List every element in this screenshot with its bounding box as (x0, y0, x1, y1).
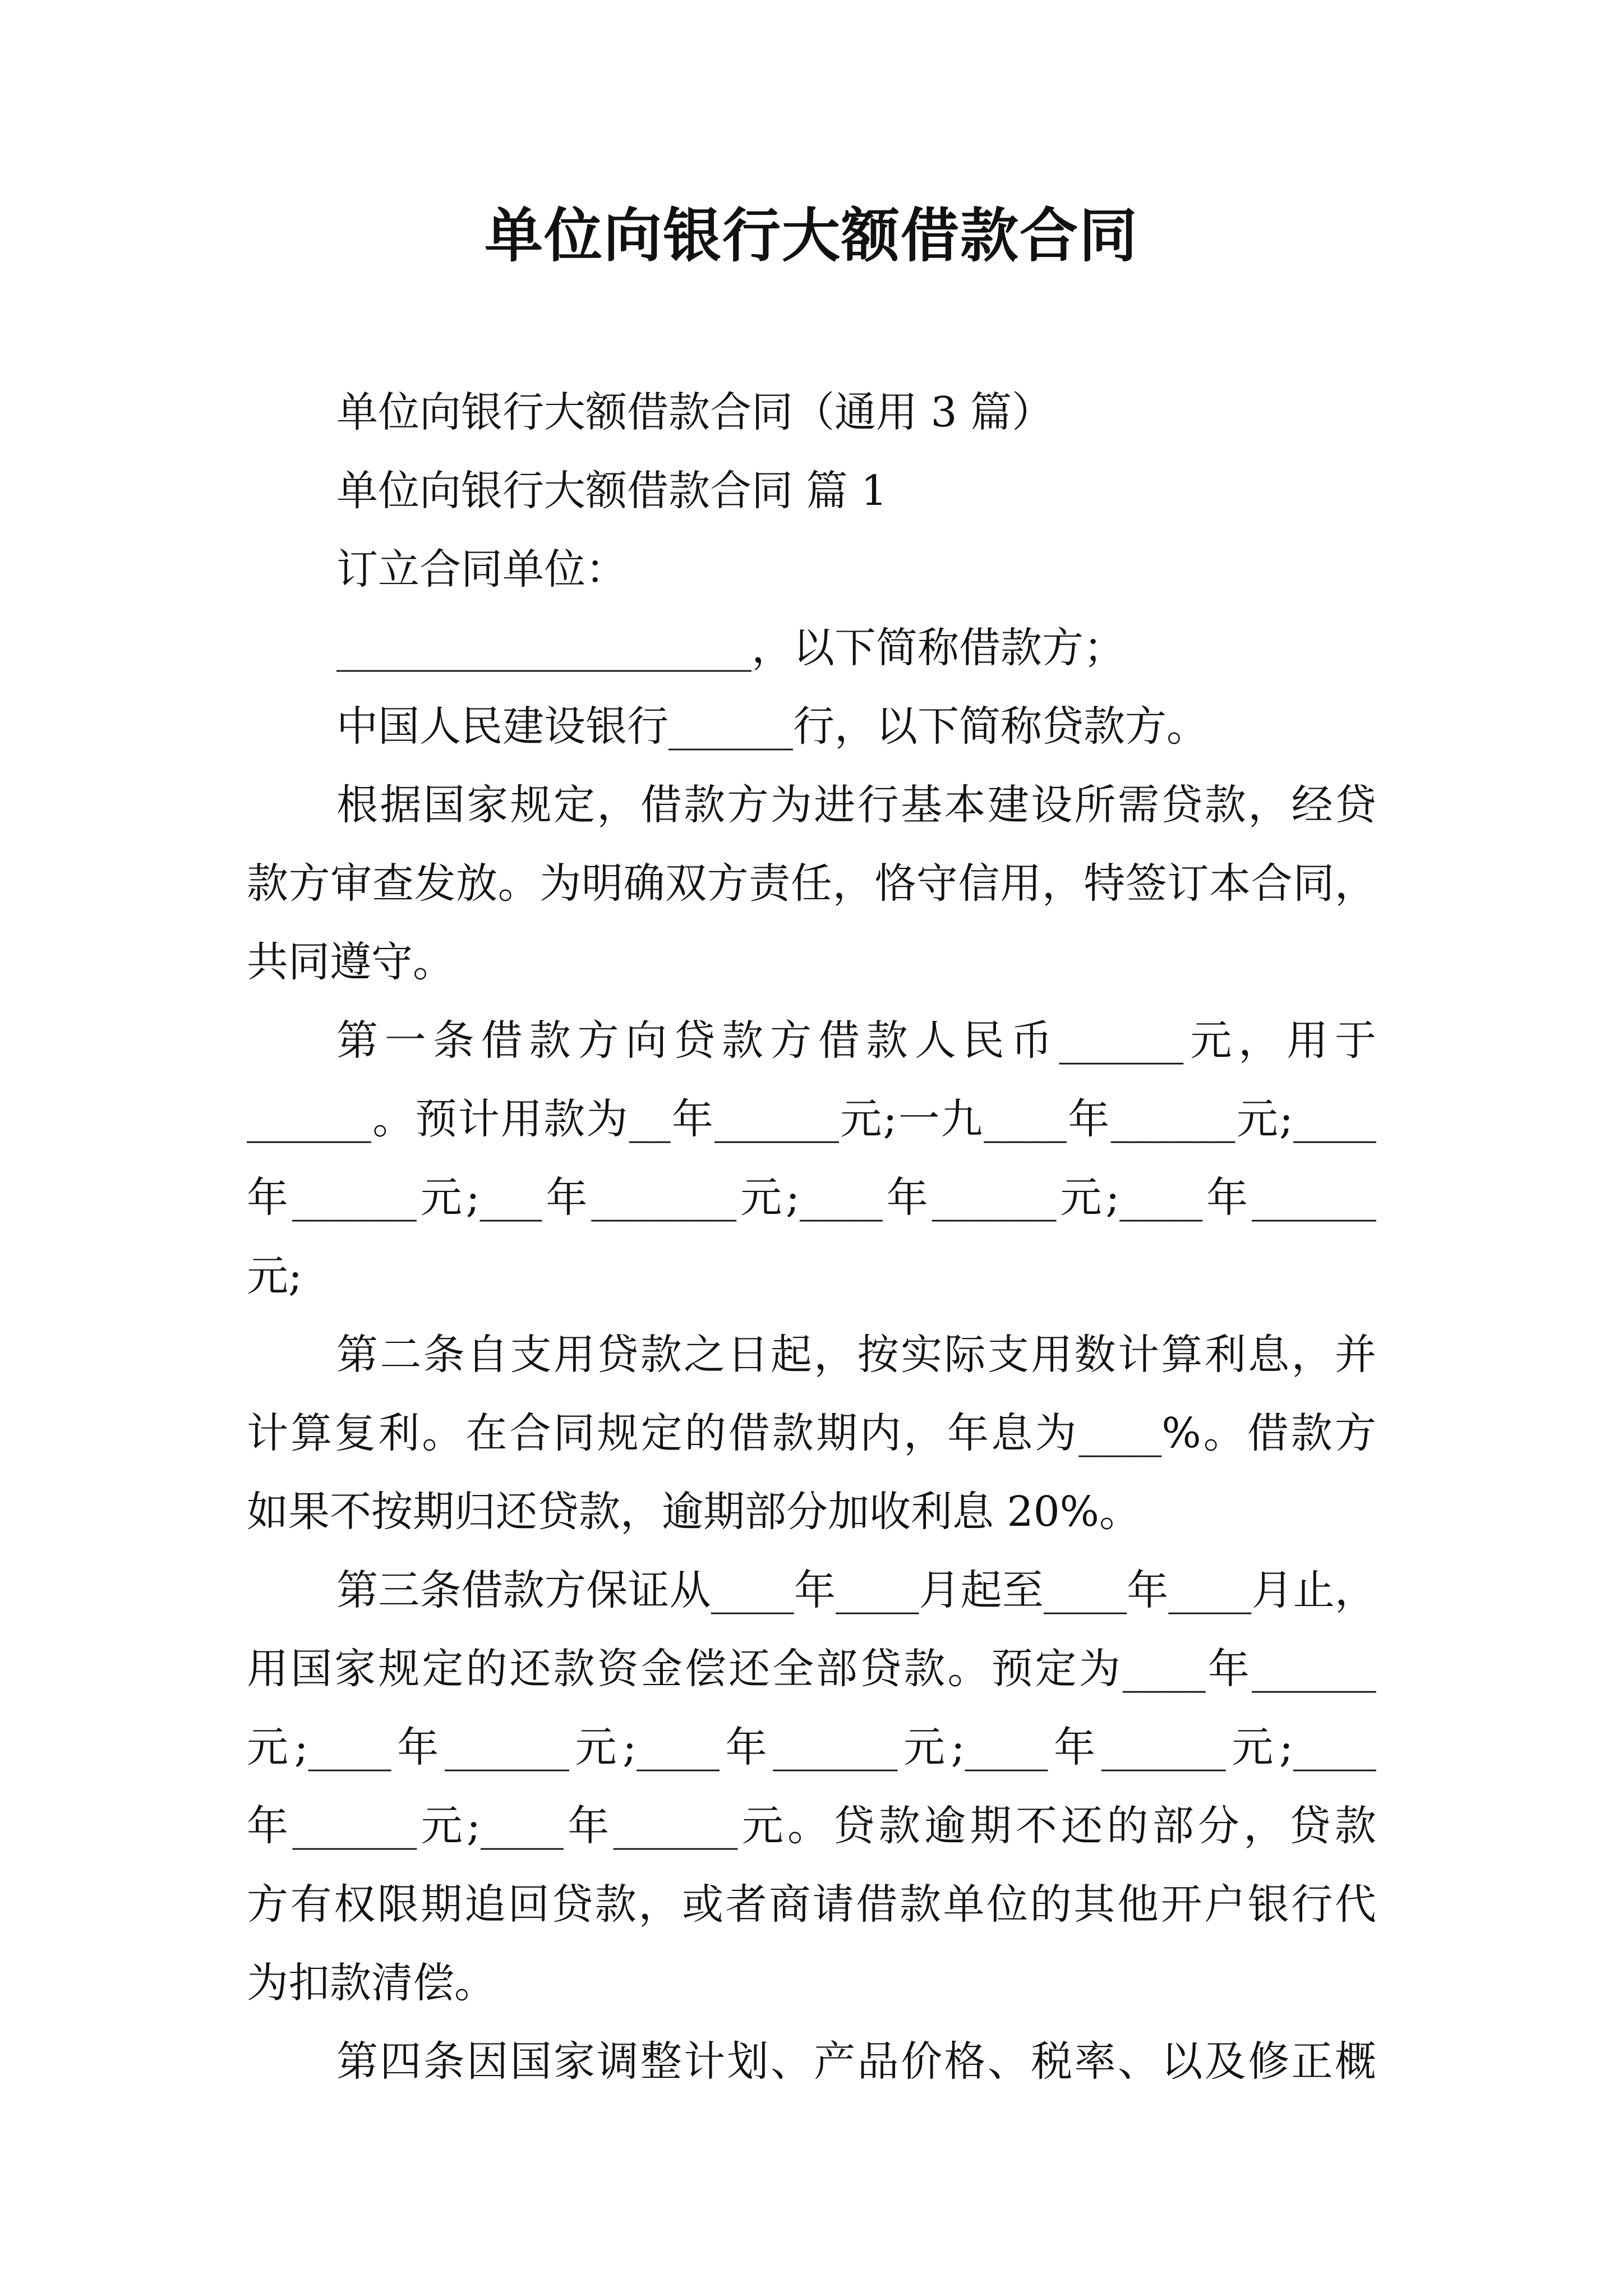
article-3-line: 元;____年______元;____年______元;____年______元;____ (247, 1723, 1376, 1772)
article-3-line: 为扣款清偿。 (247, 1959, 496, 2007)
paragraph-line: 共同遵守。 (247, 938, 454, 986)
article-3-line: 用国家规定的还款资金偿还全部贷款。预定为____年______ (247, 1645, 1376, 1693)
article-4-line: 第四条因国家调整计划、产品价格、税率、以及修正概 (336, 2037, 1376, 2086)
article-2-line: 第二条自支用贷款之日起，按实际支用数计算利息，并 (336, 1331, 1376, 1379)
section-heading: 单位向银行大额借款合同 篇 1 (336, 467, 888, 515)
article-1-line: ______。预计用款为__年______元;一九____年______元;____ (247, 1095, 1376, 1143)
article-3-line: 方有权限期追回贷款，或者商请借款单位的其他开户银行代 (247, 1880, 1376, 1929)
article-3-line: 年______元;____年______元。贷款逾期不还的部分，贷款 (247, 1802, 1376, 1850)
article-1-line: 年______元;___年_______元;____年______元;____年______ (247, 1174, 1376, 1222)
article-2-line: 计算复利。在合同规定的借款期内，年息为____%。借款方 (247, 1409, 1376, 1457)
document-title: 单位向银行大额借款合同 (484, 201, 1138, 270)
subtitle-line: 单位向银行大额借款合同（通用 3 篇） (336, 388, 1054, 436)
paragraph-line: 款方审查发放。为明确双方责任，恪守信用，特签订本合同， (247, 859, 1376, 908)
article-1-line: 第一条借款方向贷款方借款人民币______元，用于 (336, 1016, 1376, 1065)
paragraph-line: 根据国家规定，借款方为进行基本建设所需贷款，经贷 (336, 781, 1376, 829)
borrower-line: ____________________，以下简称借款方； (336, 624, 1125, 672)
article-3-line: 第三条借款方保证从____年____月起至____年____月止， (336, 1566, 1376, 1614)
article-2-line: 如果不按期归还贷款，逾期部分加收利息 20%。 (247, 1488, 1141, 1536)
lender-line: 中国人民建设银行______行，以下简称贷款方。 (336, 702, 1208, 751)
contract-party-label: 订立合同单位： (336, 545, 627, 593)
article-1-line: 元; (247, 1252, 302, 1300)
